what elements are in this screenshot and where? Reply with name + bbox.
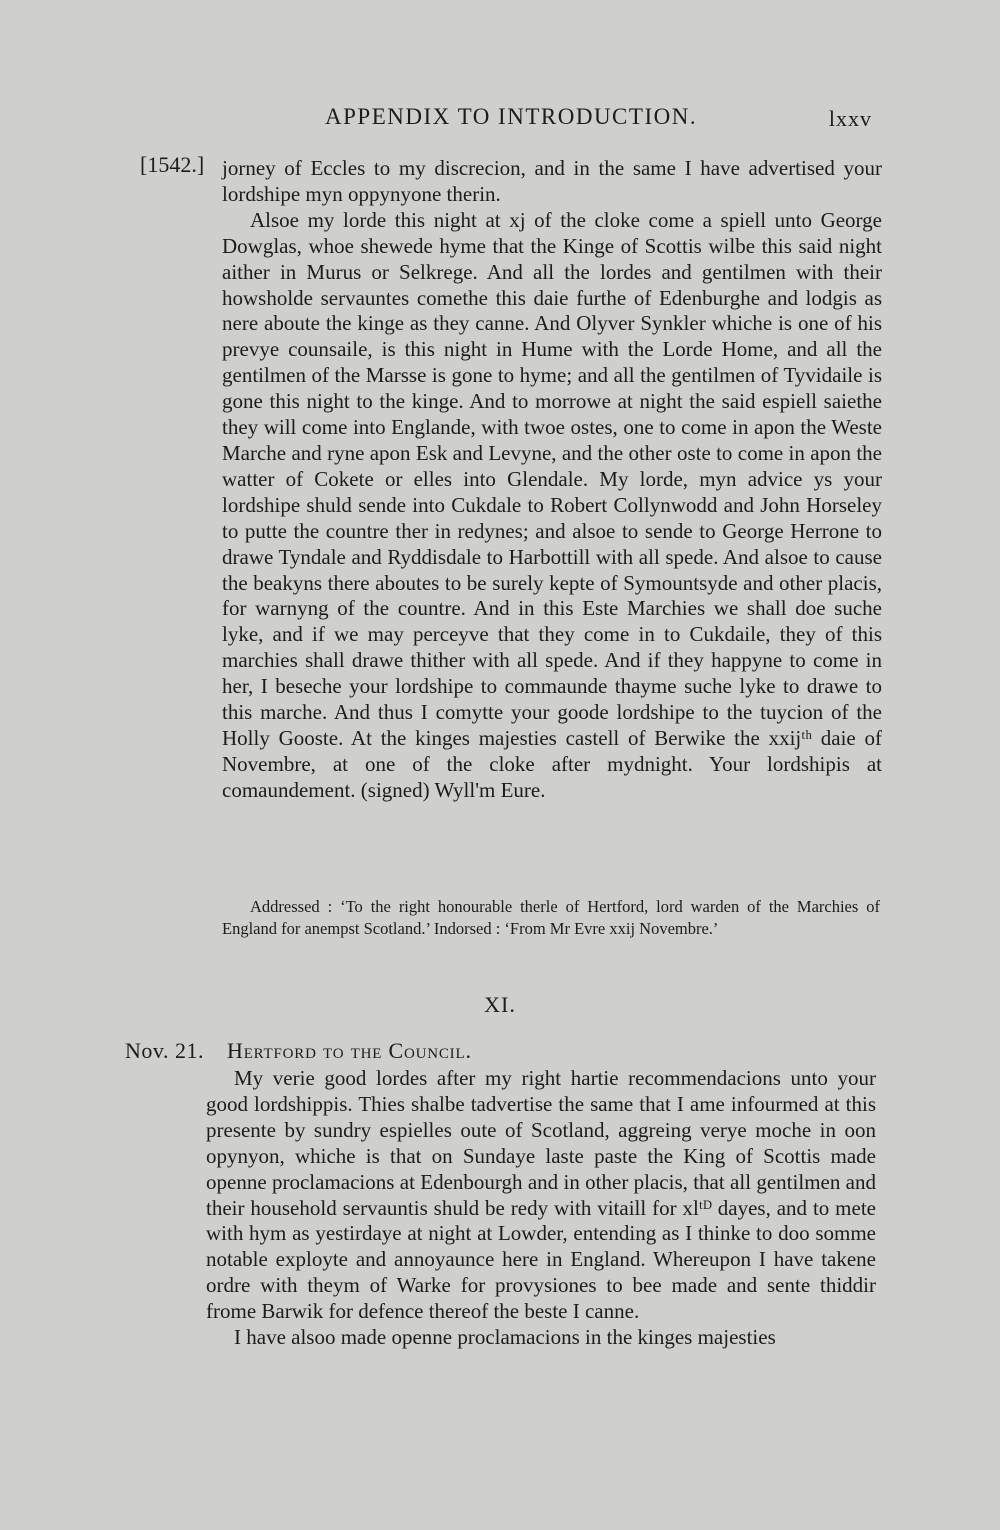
letter-eure <box>222 156 882 804</box>
address-note: Addressed : ‘To the right honourable therle of Hertford, lord warden of the Marchies of England for anempst Scotland.’ Indorsed : ‘From Mr Evre xxij Novembre.’ <box>222 897 880 938</box>
letter-paragraph: jorney of Eccles to my discrecion, and in the same I have advertised your lordshipe myn oppynyone therin. <box>222 156 882 206</box>
page-header <box>0 104 1000 138</box>
margin-date: Nov. 21. <box>125 1038 204 1063</box>
page-number: lxxv <box>828 106 872 131</box>
margin-year: [1542.] <box>140 152 205 177</box>
section-number: XI. <box>484 992 516 1017</box>
letter-paragraph: I have alsoo made openne proclamacions in the kinges majesties <box>234 1325 776 1350</box>
letter-paragraph: My verie good lordes after my right hartie recommendacions unto your good lordshippis. Thies shalbe tadvertise the same that I ame infourmed at this presente by sundry espielles oute of Scotland, aggreing verye moche in oon opynyon, whiche is that on Sundaye laste paste the King of Scottis made openne proclamacions at Edenbourgh and in other placis, that all gentilmen and their household servauntis shuld be redy with vitaill for xlᵗᴰ dayes, and to mete with hym as yestirdaye at night at Lowder, entending as I thinke to doo somme notable exployte and annoyaunce here in England. Whereupon I have takene ordre with theym of Warke for provysiones to bee made and sente thiddir frome Barwik for defence thereof the beste I canne. <box>206 1066 876 1324</box>
letter-hertford <box>206 1066 876 1351</box>
section-title: Hertford to the Council. <box>227 1038 472 1063</box>
running-title: APPENDIX TO INTRODUCTION. <box>325 104 698 129</box>
letter-paragraph: Alsoe my lorde this night at xj of the cloke come a spiell unto George Dowglas, whoe shewede hyme that the Kinge of Scottis wilbe this said night aither in Murus or Selkrege. And all the lordes and gentilmen with their howsholde servauntes comethe this daie furthe of Edenburghe and lodgis as nere aboute the kinge as they canne. And Olyver Synkler whiche is one of his prevye counsaile, is this night in Hume with the Lorde Home, and all the gentilmen of the Marsse is gone to hyme; and all the gentilmen of Tyvidaile is gone this night to the kinge. And to morrowe at night the said espiell saiethe they will come into Englande, with twoe ostes, one to come in apon the Weste Marche and ryne apon Esk and Levyne, and the other oste to come in apon the watter of Cokete or elles into Glendale. My lorde, myn advice ys your lordshipe shuld sende into Cukdale to Robert Collynwodd and John Horseley to putte the countre ther in redynes; and alsoe to sende to George Herrone to drawe Tyndale and Ryddisdale to Harbottill with all spede. And alsoe to cause the beakyns there aboutes to be surely kepte of Symountsyde and other placis, for warnyng of the countre. And in this Este Marchies we shall doe suche lyke, and if we may perceyve that they come in to Cukdaile, they of this marchies shall drawe thither with all spede. And if they happyne to come in her, I beseche your lordshipe to commaunde thayme suche lyke to drawe to this marche. And thus I comytte your goode lordshipe to the tuycion of the Holly Gooste. At the kinges majesties castell of Berwike the xxijᵗʰ daie of Novembre, at one of the cloke after mydnight. Your lordshipis at comaundement. (signed) Wyll'm Eure. <box>222 207 882 802</box>
